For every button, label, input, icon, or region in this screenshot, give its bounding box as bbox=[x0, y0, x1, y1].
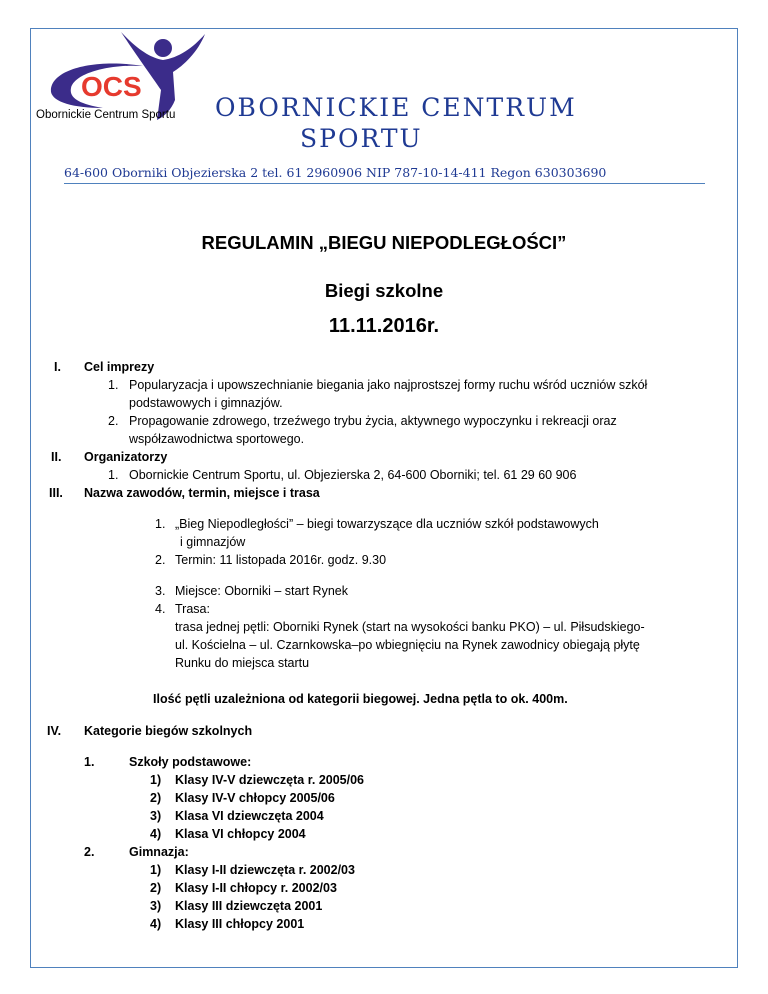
section-numeral: III. bbox=[49, 486, 63, 500]
document-title: REGULAMIN „BIEGU NIEPODLEGŁOŚCI” bbox=[201, 232, 567, 253]
list-item-text: podstawowych i gimnazjów. bbox=[129, 396, 283, 410]
loops-note: Ilość pętli uzależniona od kategorii biegowej. Jedna pętla to ok. 400m. bbox=[153, 692, 568, 706]
category-number: 4) bbox=[150, 827, 162, 841]
list-item-number: 2. bbox=[108, 414, 119, 428]
document-subtitle: Biegi szkolne bbox=[324, 280, 444, 301]
document-date: 11.11.2016r. bbox=[328, 315, 440, 337]
category-item: Klasy I-II dziewczęta r. 2002/03 bbox=[175, 863, 355, 877]
section-heading: Organizatorzy bbox=[84, 450, 168, 464]
category-number: 3) bbox=[150, 809, 162, 823]
list-item-text: Propagowanie zdrowego, trzeźwego trybu życia, aktywnego wypoczynku i rekreacji oraz bbox=[129, 414, 617, 428]
list-item-number: 3. bbox=[155, 584, 166, 598]
list-item-number: 1. bbox=[155, 517, 166, 531]
category-item: Klasy III dziewczęta 2001 bbox=[175, 899, 323, 913]
category-group-number: 2. bbox=[84, 845, 95, 859]
category-item: Klasa VI dziewczęta 2004 bbox=[175, 809, 324, 823]
category-number: 1) bbox=[150, 773, 162, 787]
list-item-text: współzawodnictwa sportowego. bbox=[129, 432, 305, 446]
list-item-text: Miejsce: Oborniki – start Rynek bbox=[175, 584, 348, 598]
list-item-number: 2. bbox=[155, 553, 166, 567]
section-heading: Nazwa zawodów, termin, miejsce i trasa bbox=[84, 486, 320, 500]
section-numeral: IV. bbox=[47, 724, 62, 738]
list-item-text: Obornickie Centrum Sportu, ul. Objezierska 2, 64-600 Oborniki; tel. 61 29 60 906 bbox=[129, 468, 577, 482]
category-number: 1) bbox=[150, 863, 162, 877]
category-item: Klasy III chłopcy 2001 bbox=[175, 917, 305, 931]
category-group-label: Gimnazja: bbox=[129, 845, 189, 859]
route-description: trasa jednej pętli: Oborniki Rynek (start na wysokości banku PKO) – ul. Piłsudskiego- bbox=[175, 620, 645, 634]
list-item-text: i gimnazjów bbox=[180, 535, 246, 549]
list-item-number: 1. bbox=[108, 378, 119, 392]
category-item: Klasa VI chłopcy 2004 bbox=[175, 827, 306, 841]
category-number: 2) bbox=[150, 881, 162, 895]
org-title-line2: SPORTU bbox=[300, 124, 423, 153]
category-item: Klasy IV-V dziewczęta r. 2005/06 bbox=[175, 773, 365, 787]
section-numeral: II. bbox=[51, 450, 62, 464]
category-group-label: Szkoły podstawowe: bbox=[129, 755, 252, 769]
logo-name: Obornickie Centrum Sportu bbox=[36, 109, 176, 121]
category-number: 2) bbox=[150, 791, 162, 805]
category-item: Klasy I-II chłopcy r. 2002/03 bbox=[175, 881, 337, 895]
category-group-number: 1. bbox=[84, 755, 95, 769]
category-number: 4) bbox=[150, 917, 162, 931]
category-item: Klasy IV-V chłopcy 2005/06 bbox=[175, 791, 335, 805]
logo-abbrev: OCS bbox=[81, 71, 142, 102]
route-description: ul. Kościelna – ul. Czarnkowska–po wbiegnięciu na Rynek zawodnicy obiegają płytę bbox=[175, 638, 640, 652]
org-address: 64-600 Oborniki Objezierska 2 tel. 61 2960906 NIP 787-10-14-411 Regon 630303690 bbox=[64, 165, 607, 180]
section-numeral: I. bbox=[54, 360, 61, 374]
list-item-number: 1. bbox=[108, 468, 119, 482]
list-item-text: Popularyzacja i upowszechnianie biegania jako najprostszej formy ruchu wśród uczniów szkół bbox=[129, 378, 648, 392]
category-number: 3) bbox=[150, 899, 162, 913]
route-description: Runku do miejsca startu bbox=[175, 656, 310, 670]
section-heading: Cel imprezy bbox=[84, 360, 155, 374]
list-item-text: „Bieg Niepodległości” – biegi towarzyszące dla uczniów szkół podstawowych bbox=[175, 517, 599, 531]
list-item-text: Trasa: bbox=[175, 602, 210, 616]
list-item-text: Termin: 11 listopada 2016r. godz. 9.30 bbox=[175, 553, 387, 567]
org-title-line1: OBORNICKIE CENTRUM bbox=[215, 93, 577, 122]
list-item-number: 4. bbox=[155, 602, 166, 616]
section-heading: Kategorie biegów szkolnych bbox=[84, 724, 253, 738]
